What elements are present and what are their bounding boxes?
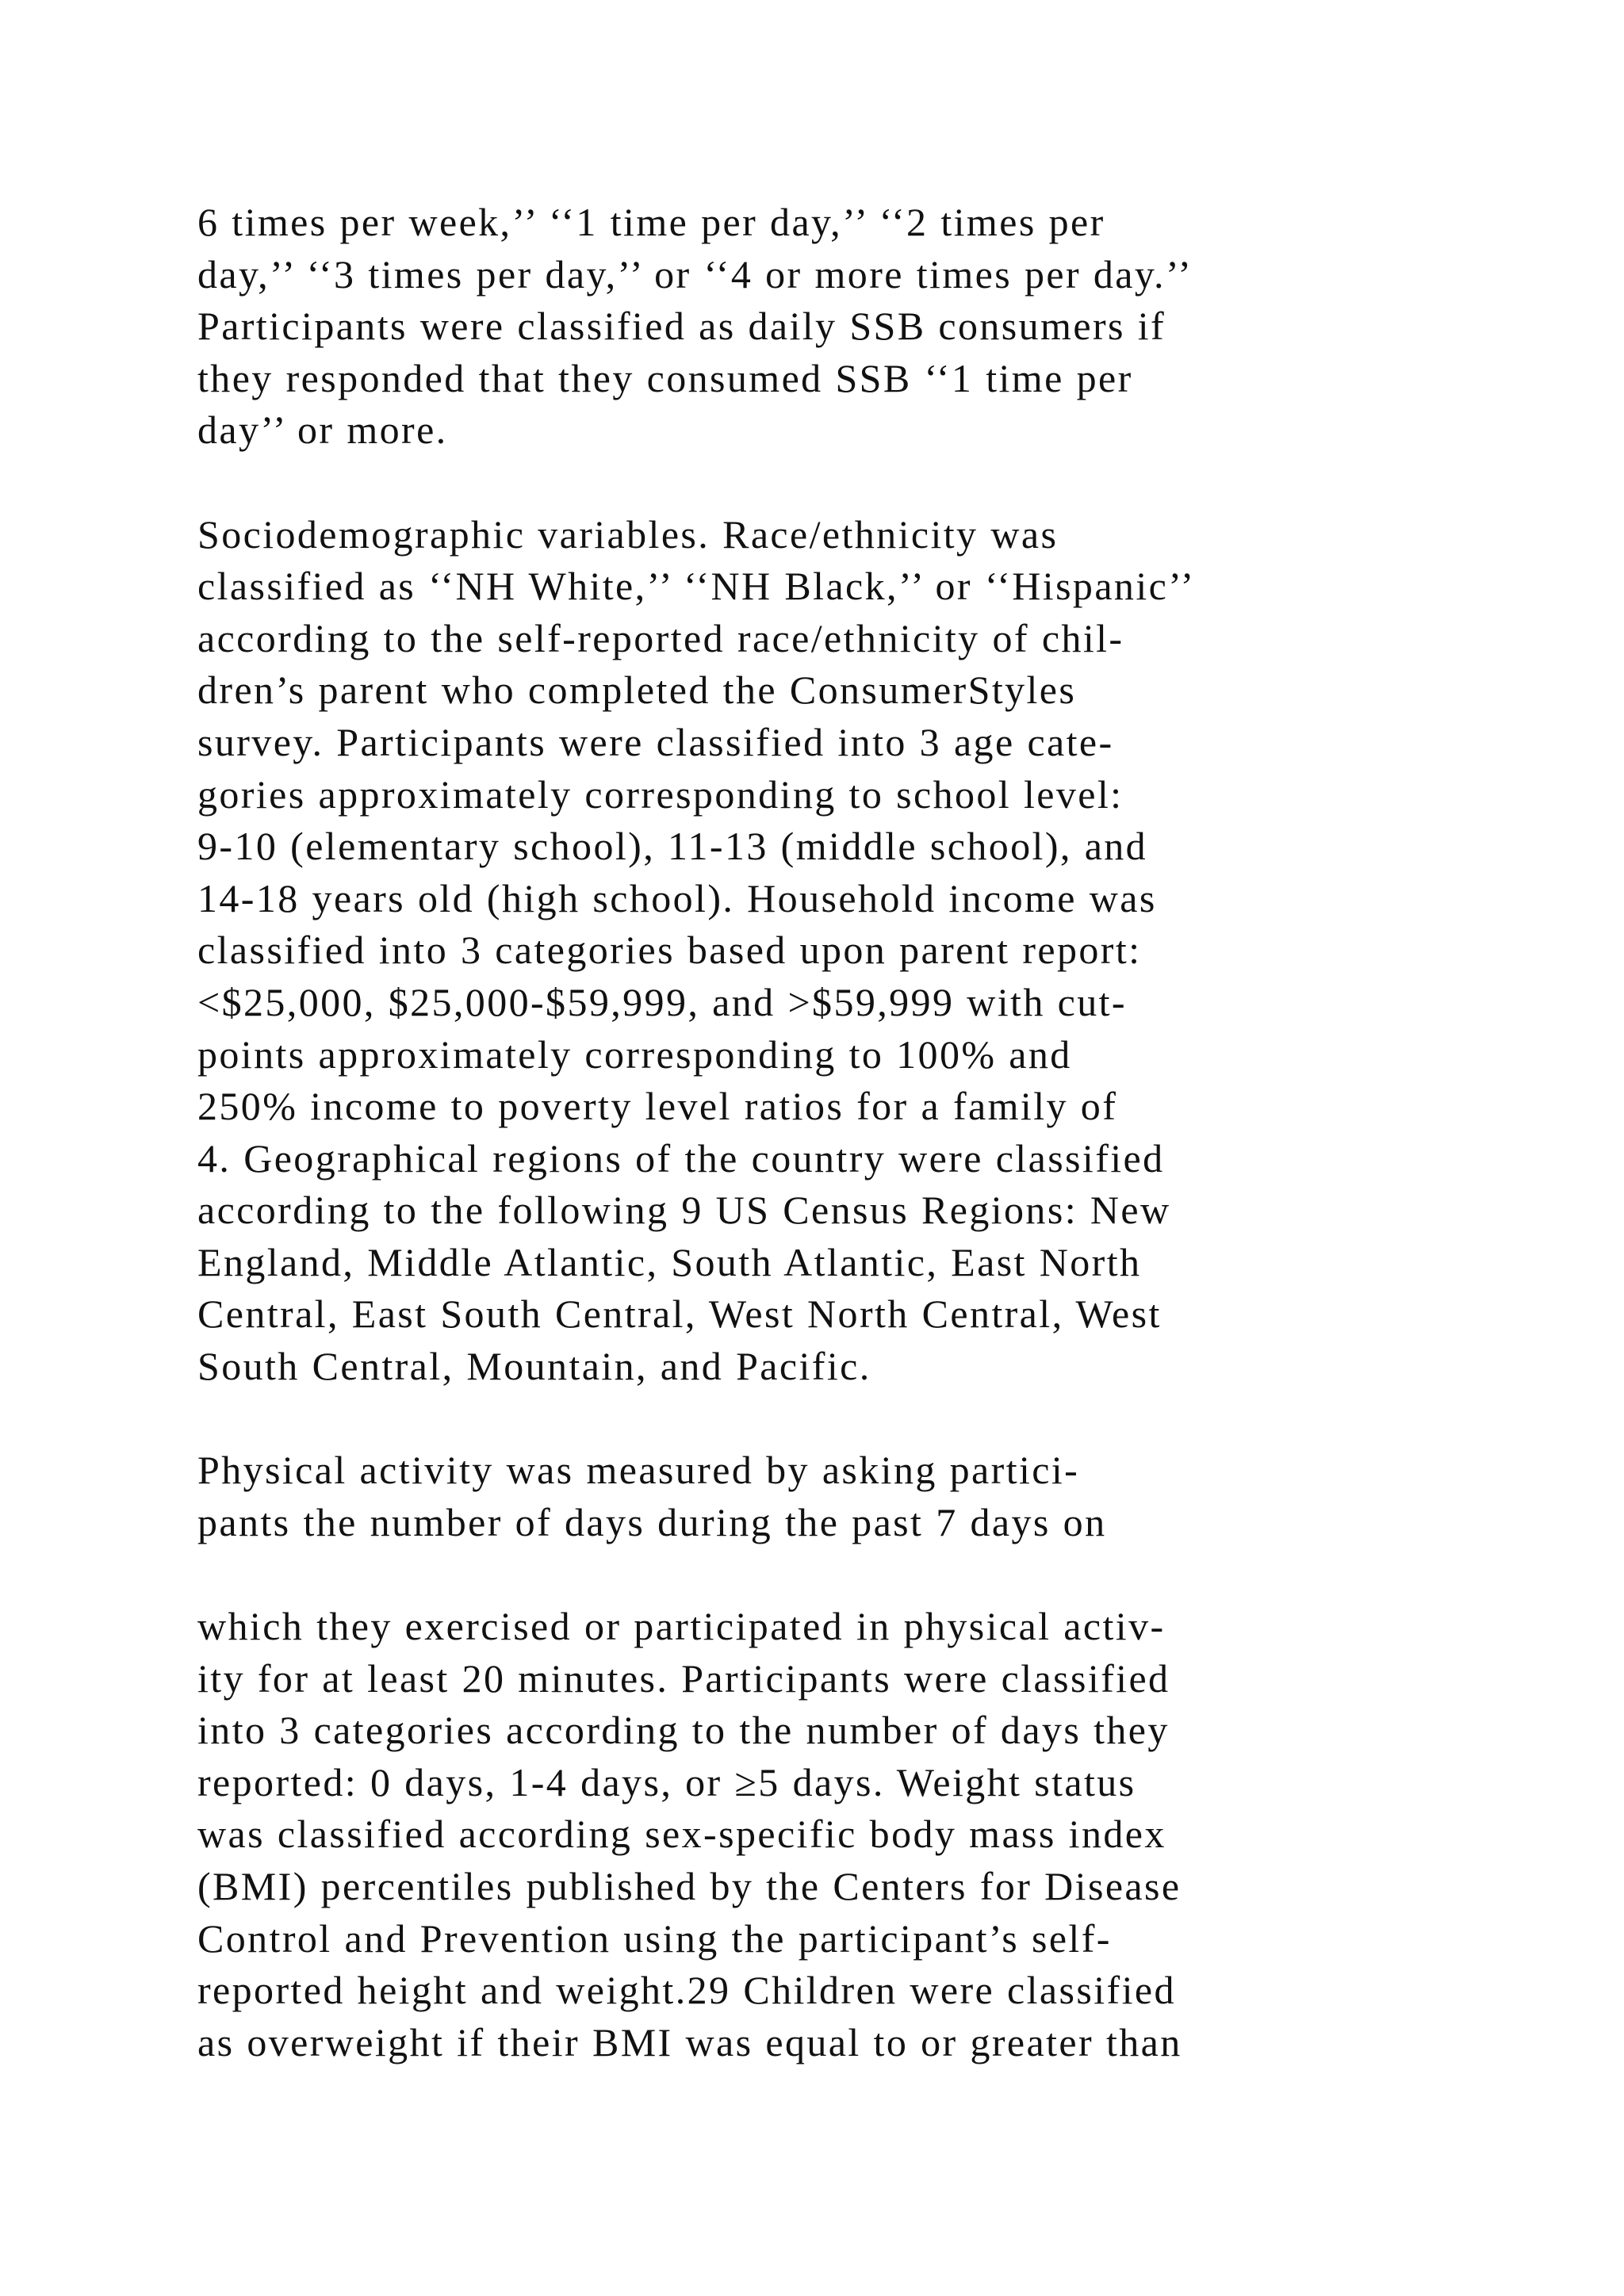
text-line: classified as ‘‘NH White,’’ ‘‘NH Black,’’ or ‘‘Hispanic’’ bbox=[197, 564, 1196, 609]
text-line: which they exercised or participated in physical activ- bbox=[197, 1604, 1166, 1649]
text-line: 250% income to poverty level ratios for a family of bbox=[197, 1084, 1118, 1129]
text-line: 9-10 (elementary school), 11-13 (middle school), and bbox=[197, 824, 1148, 869]
text-line: as overweight if their BMI was equal to or greater than bbox=[197, 2019, 1182, 2064]
text-line: Participants were classified as daily SSB consumers if bbox=[197, 304, 1166, 349]
text-line: England, Middle Atlantic, South Atlantic, East North bbox=[197, 1239, 1142, 1284]
paragraph-weight-status bbox=[197, 1601, 1593, 2068]
text-line: (BMI) percentiles published by the Centers for Disease bbox=[197, 1864, 1182, 1908]
text-line: 14-18 years old (high school). Household income was bbox=[197, 875, 1157, 920]
paragraph-physical-activity bbox=[197, 1445, 1593, 1548]
text-line: Central, East South Central, West North Central, West bbox=[197, 1292, 1162, 1337]
text-line: was classified according sex-specific body mass index bbox=[197, 1812, 1166, 1857]
paragraph-ssb-frequency bbox=[197, 197, 1593, 457]
text-line: Control and Prevention using the participant’s self- bbox=[197, 1915, 1112, 1961]
text-line: <$25,000, $25,000-$59,999, and >$59,999 with cut- bbox=[197, 979, 1127, 1024]
text-line: Sociodemographic variables. Race/ethnicity was bbox=[197, 511, 1059, 557]
text-line: 6 times per week,’’ ‘‘1 time per day,’’ ‘‘2 times per bbox=[197, 200, 1105, 244]
text-line: pants the number of days during the past 7 days on bbox=[197, 1499, 1107, 1544]
text-line: according to the self-reported race/ethnicity of chil- bbox=[197, 615, 1124, 660]
text-line: 4. Geographical regions of the country were classified bbox=[197, 1135, 1165, 1181]
text-line: dren’s parent who completed the ConsumerStyles bbox=[197, 668, 1077, 713]
text-line: points approximately corresponding to 100% and bbox=[197, 1031, 1072, 1077]
text-line: reported: 0 days, 1-4 days, or ≥5 days. Weight status bbox=[197, 1759, 1136, 1804]
text-line: reported height and weight.29 Children were classified bbox=[197, 1968, 1176, 2013]
body-text bbox=[197, 197, 1593, 2121]
text-line: classified into 3 categories based upon parent report: bbox=[197, 928, 1142, 973]
text-line: survey. Participants were classified into 3 age cate- bbox=[197, 719, 1114, 764]
text-line: they responded that they consumed SSB ‘‘1 time per bbox=[197, 355, 1133, 400]
text-line: day’’ or more. bbox=[197, 408, 448, 453]
text-line: Physical activity was measured by asking partici- bbox=[197, 1448, 1080, 1493]
paragraph-sociodemographic bbox=[197, 509, 1593, 1393]
text-line: into 3 categories according to the number of days they bbox=[197, 1708, 1170, 1753]
text-line: ity for at least 20 minutes. Participants were classified bbox=[197, 1655, 1170, 1701]
text-line: gories approximately corresponding to school level: bbox=[197, 771, 1124, 817]
text-line: day,’’ ‘‘3 times per day,’’ or ‘‘4 or more times per day.’’ bbox=[197, 251, 1193, 297]
text-line: according to the following 9 US Census Regions: New bbox=[197, 1188, 1171, 1233]
text-line: South Central, Mountain, and Pacific. bbox=[197, 1344, 871, 1389]
